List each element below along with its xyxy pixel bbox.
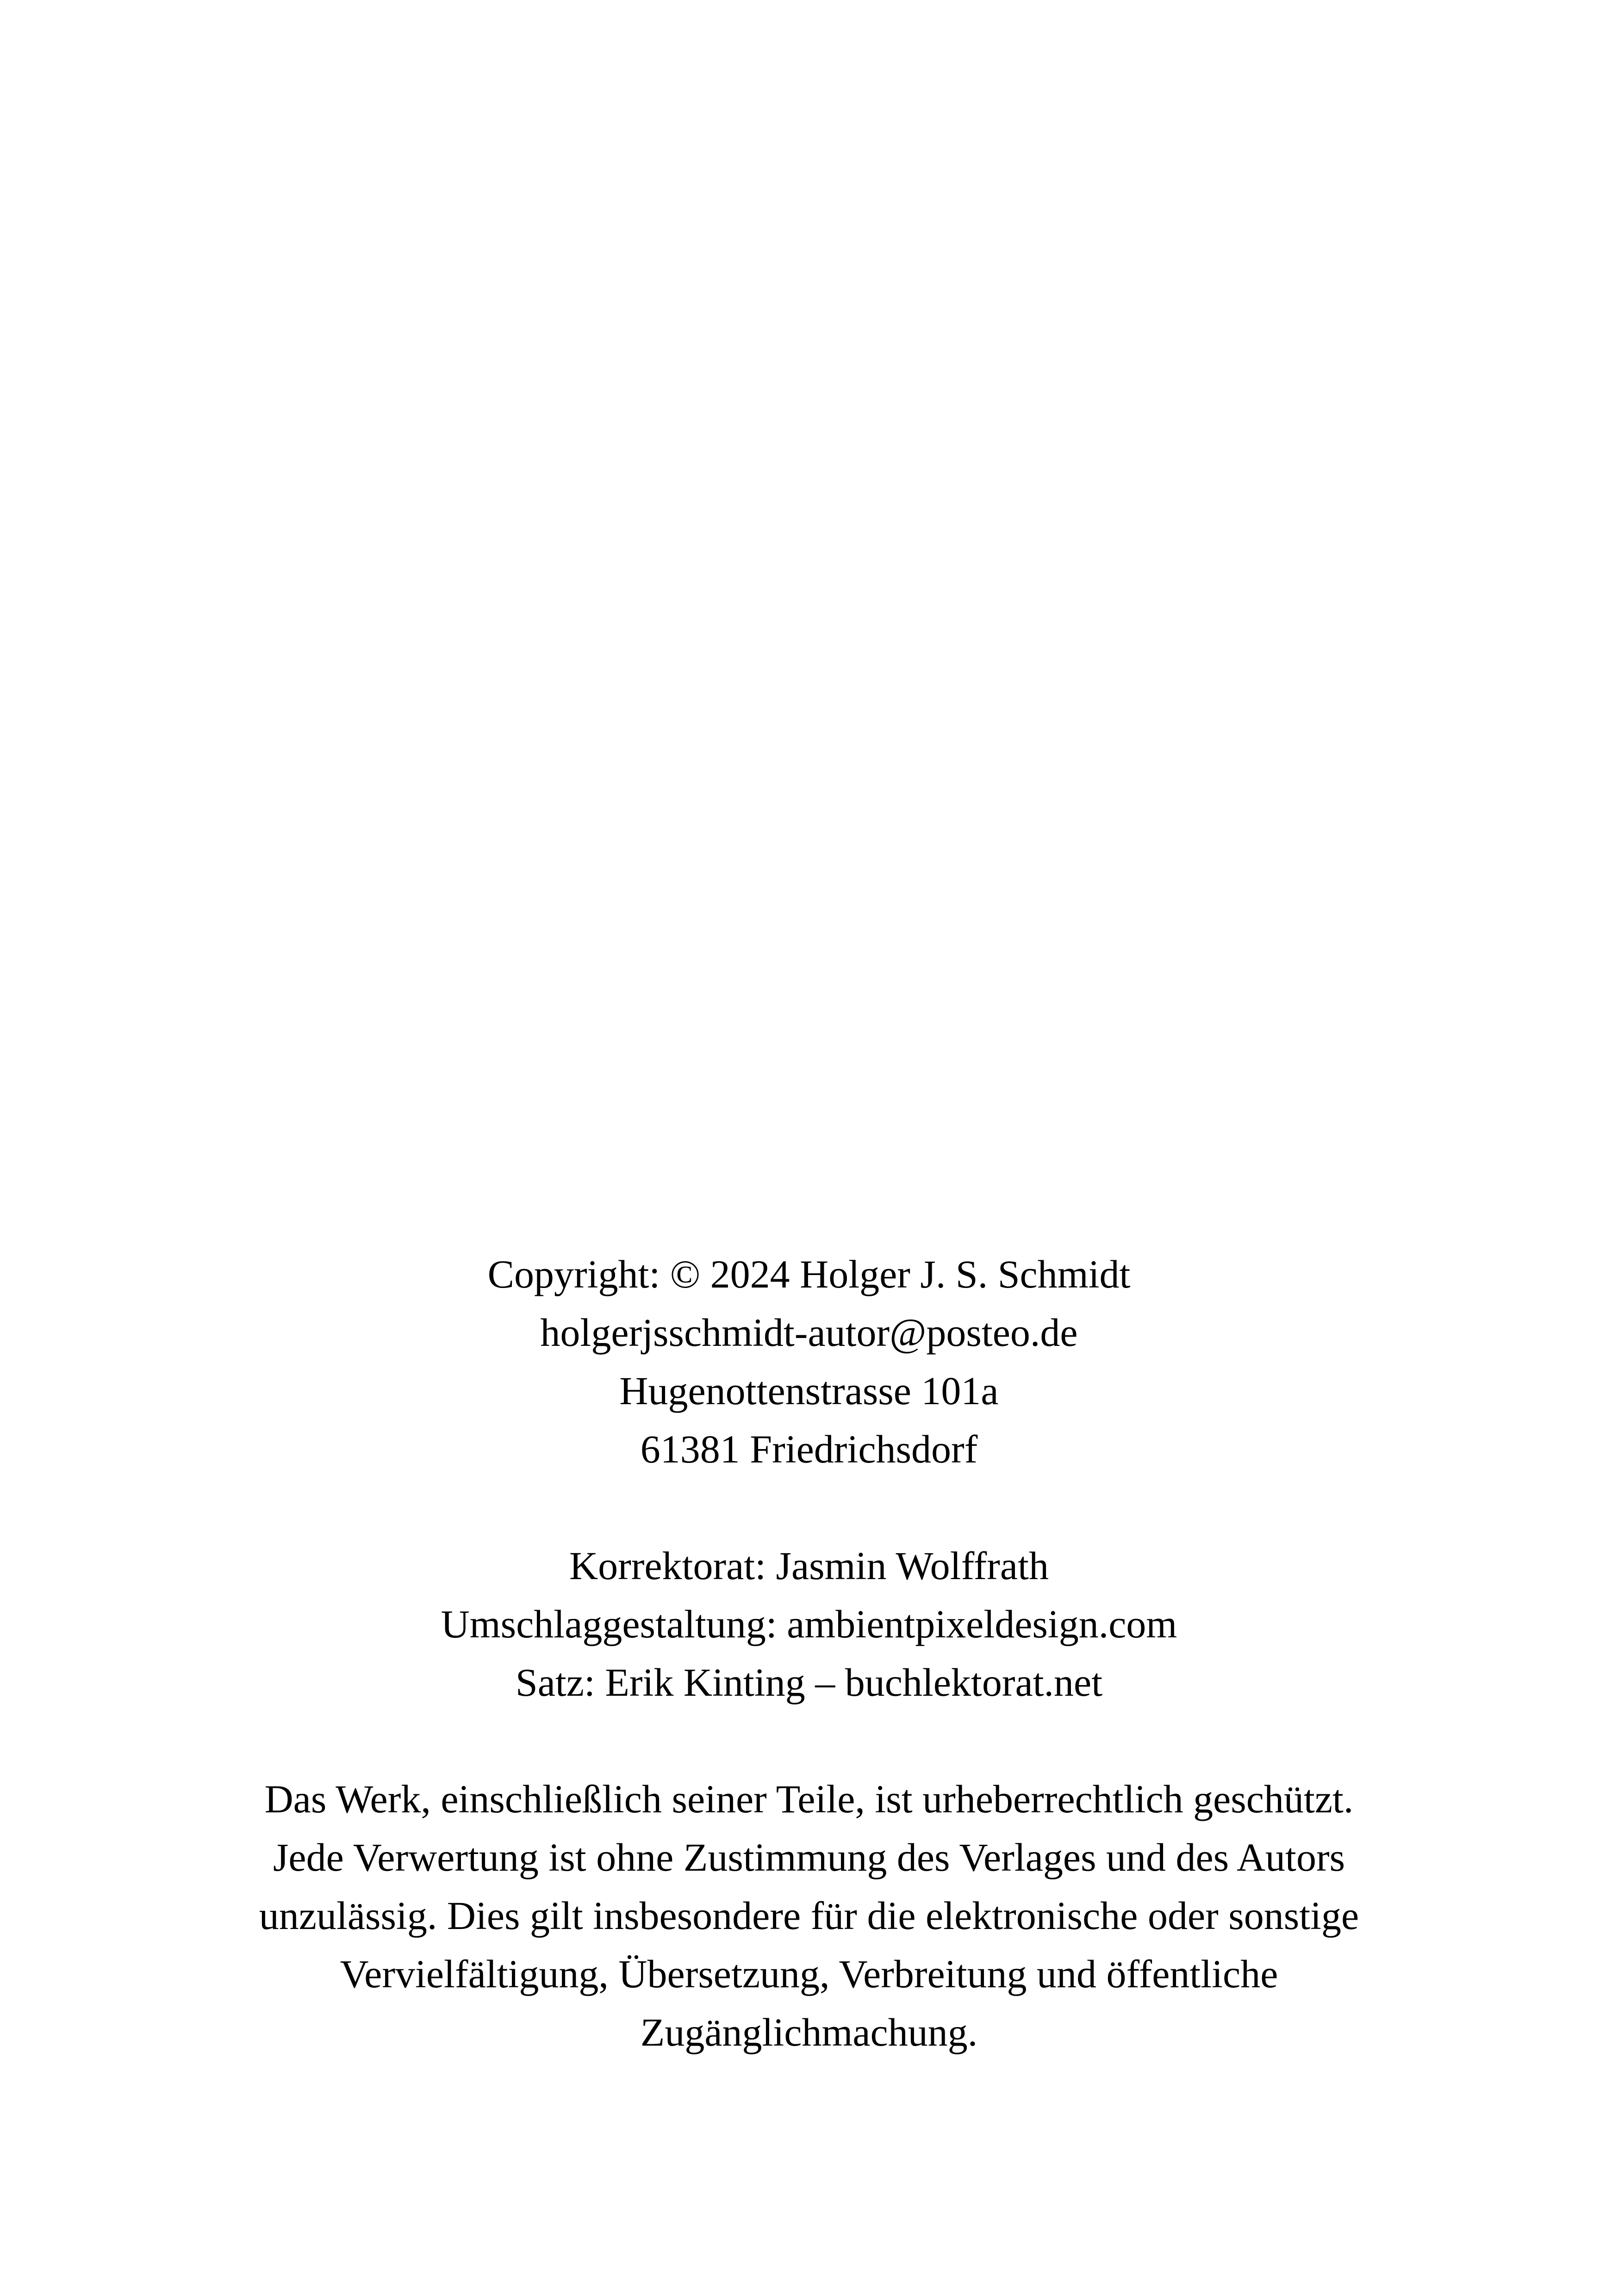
copyright-notice: Copyright: © 2024 Holger J. S. Schmidt <box>487 1252 1131 1296</box>
copyright-block <box>0 1245 1618 1478</box>
rights-line: Das Werk, einschließlich seiner Teile, ist urheberrechtlich geschützt. <box>264 1777 1354 1821</box>
rights-line: unzulässig. Dies gilt insbesondere für die elektronische oder sonstige <box>259 1893 1359 1938</box>
typesetting-credit: Satz: Erik Kinting – buchlektorat.net <box>515 1660 1103 1705</box>
author-street: Hugenottenstrasse 101a <box>619 1369 999 1413</box>
imprint-text <box>0 1245 1618 2061</box>
rights-line: Zugänglichmachung. <box>640 2010 978 2054</box>
author-city: 61381 Friedrichsdorf <box>640 1427 978 1471</box>
rights-line: Jede Verwertung ist ohne Zustimmung des Verlages und des Autors <box>273 1835 1345 1879</box>
cover-design-credit: Umschlaggestaltung: ambientpixeldesign.com <box>441 1602 1177 1646</box>
proofreading-credit: Korrektorat: Jasmin Wolffrath <box>569 1543 1049 1588</box>
rights-line: Vervielfältigung, Übersetzung, Verbreitung und öffentliche <box>340 1952 1278 1996</box>
credits-block <box>0 1537 1618 1711</box>
author-email: holgerjsschmidt-autor@posteo.de <box>540 1310 1078 1355</box>
rights-notice <box>0 1770 1618 2061</box>
